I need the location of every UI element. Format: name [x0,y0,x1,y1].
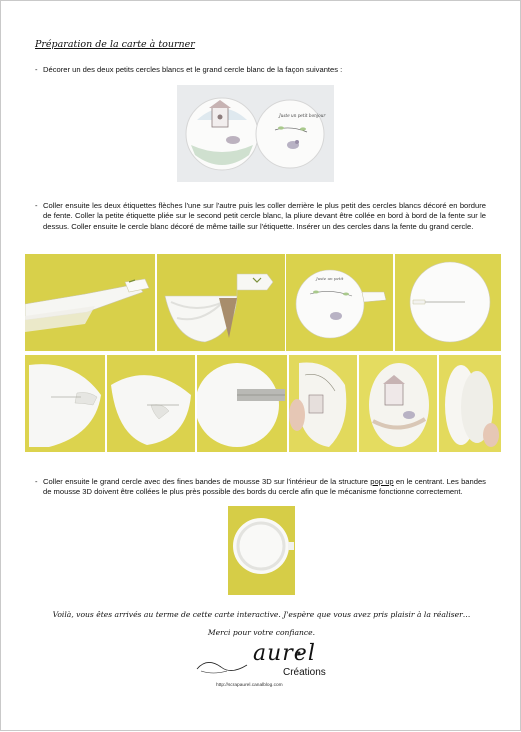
photo-decorated-circles [177,85,334,182]
brand-url: http://scrapaurel.canalblog.com [216,683,283,688]
step-3-paragraph [35,477,486,498]
photo-step-rotating-2 [359,355,437,452]
bullet-dash: - [35,65,38,74]
photo-step-rotating-3 [439,355,501,452]
photo-step-rotating-1 [289,355,357,452]
step-1-paragraph [35,65,483,75]
brand-name: aurel [253,641,316,666]
step-2-text: Coller ensuite les deux étiquettes flèches l'une sur l'autre puis les coller derrière le plus petit des cercles blancs décoré en bordure de fente. Coller la petite étiquette pliée sur le second petit cercle blanc, la pliure devant être collée en bord à bord de la fente sur le dessus. Coller ensuite le cercle blanc décoré de même taille sur l'étiquette. Insérer un des cercles dans la fente du grand cercle. [43,201,486,231]
photo-decorated-circle-with-tag [286,254,393,351]
photo-foam-on-circle [228,506,295,595]
page-title: Préparation de la carte à tourner [35,39,195,50]
photo-step-inserting-1 [25,355,105,452]
photo-arrow-tags-stacked [25,254,155,351]
bullet-dash: - [35,477,38,486]
brand-subtitle: Créations [283,667,326,678]
step-2-paragraph [35,201,486,232]
photo-circle-with-slit [395,254,501,351]
pop-up-term: pop up [370,477,394,486]
photo-tag-on-circle-back [157,254,285,351]
step-1-text: Décorer un des deux petits cercles blancs et le grand cercle blanc de la façon suivantes : [43,65,343,74]
svg-text:Juste un petit: Juste un petit [316,276,344,281]
photo-step-inserting-2 [107,355,195,452]
footer-line-1: Voilà, vous êtes arrivés au terme de cette carte interactive. J'espère que vous avez pris plaisir à la réaliser… [52,610,471,619]
photo-step-inserting-3 [197,355,287,452]
step-3-text-before: Coller ensuite le grand cercle avec des fines bandes de mousse 3D sur l'intérieur de la structure [43,477,371,486]
bullet-dash: - [35,201,38,210]
footer-line-2: Merci pour votre confiance. [207,628,316,637]
step-3-text-after: en le centrant. Les bandes de mousse 3D doivent être collées le plus près possible des bords du cercle afin que le mécanisme fonctionne correctement. [43,477,486,497]
photo-stamp-text: Juste un petit bonjour [279,113,326,118]
